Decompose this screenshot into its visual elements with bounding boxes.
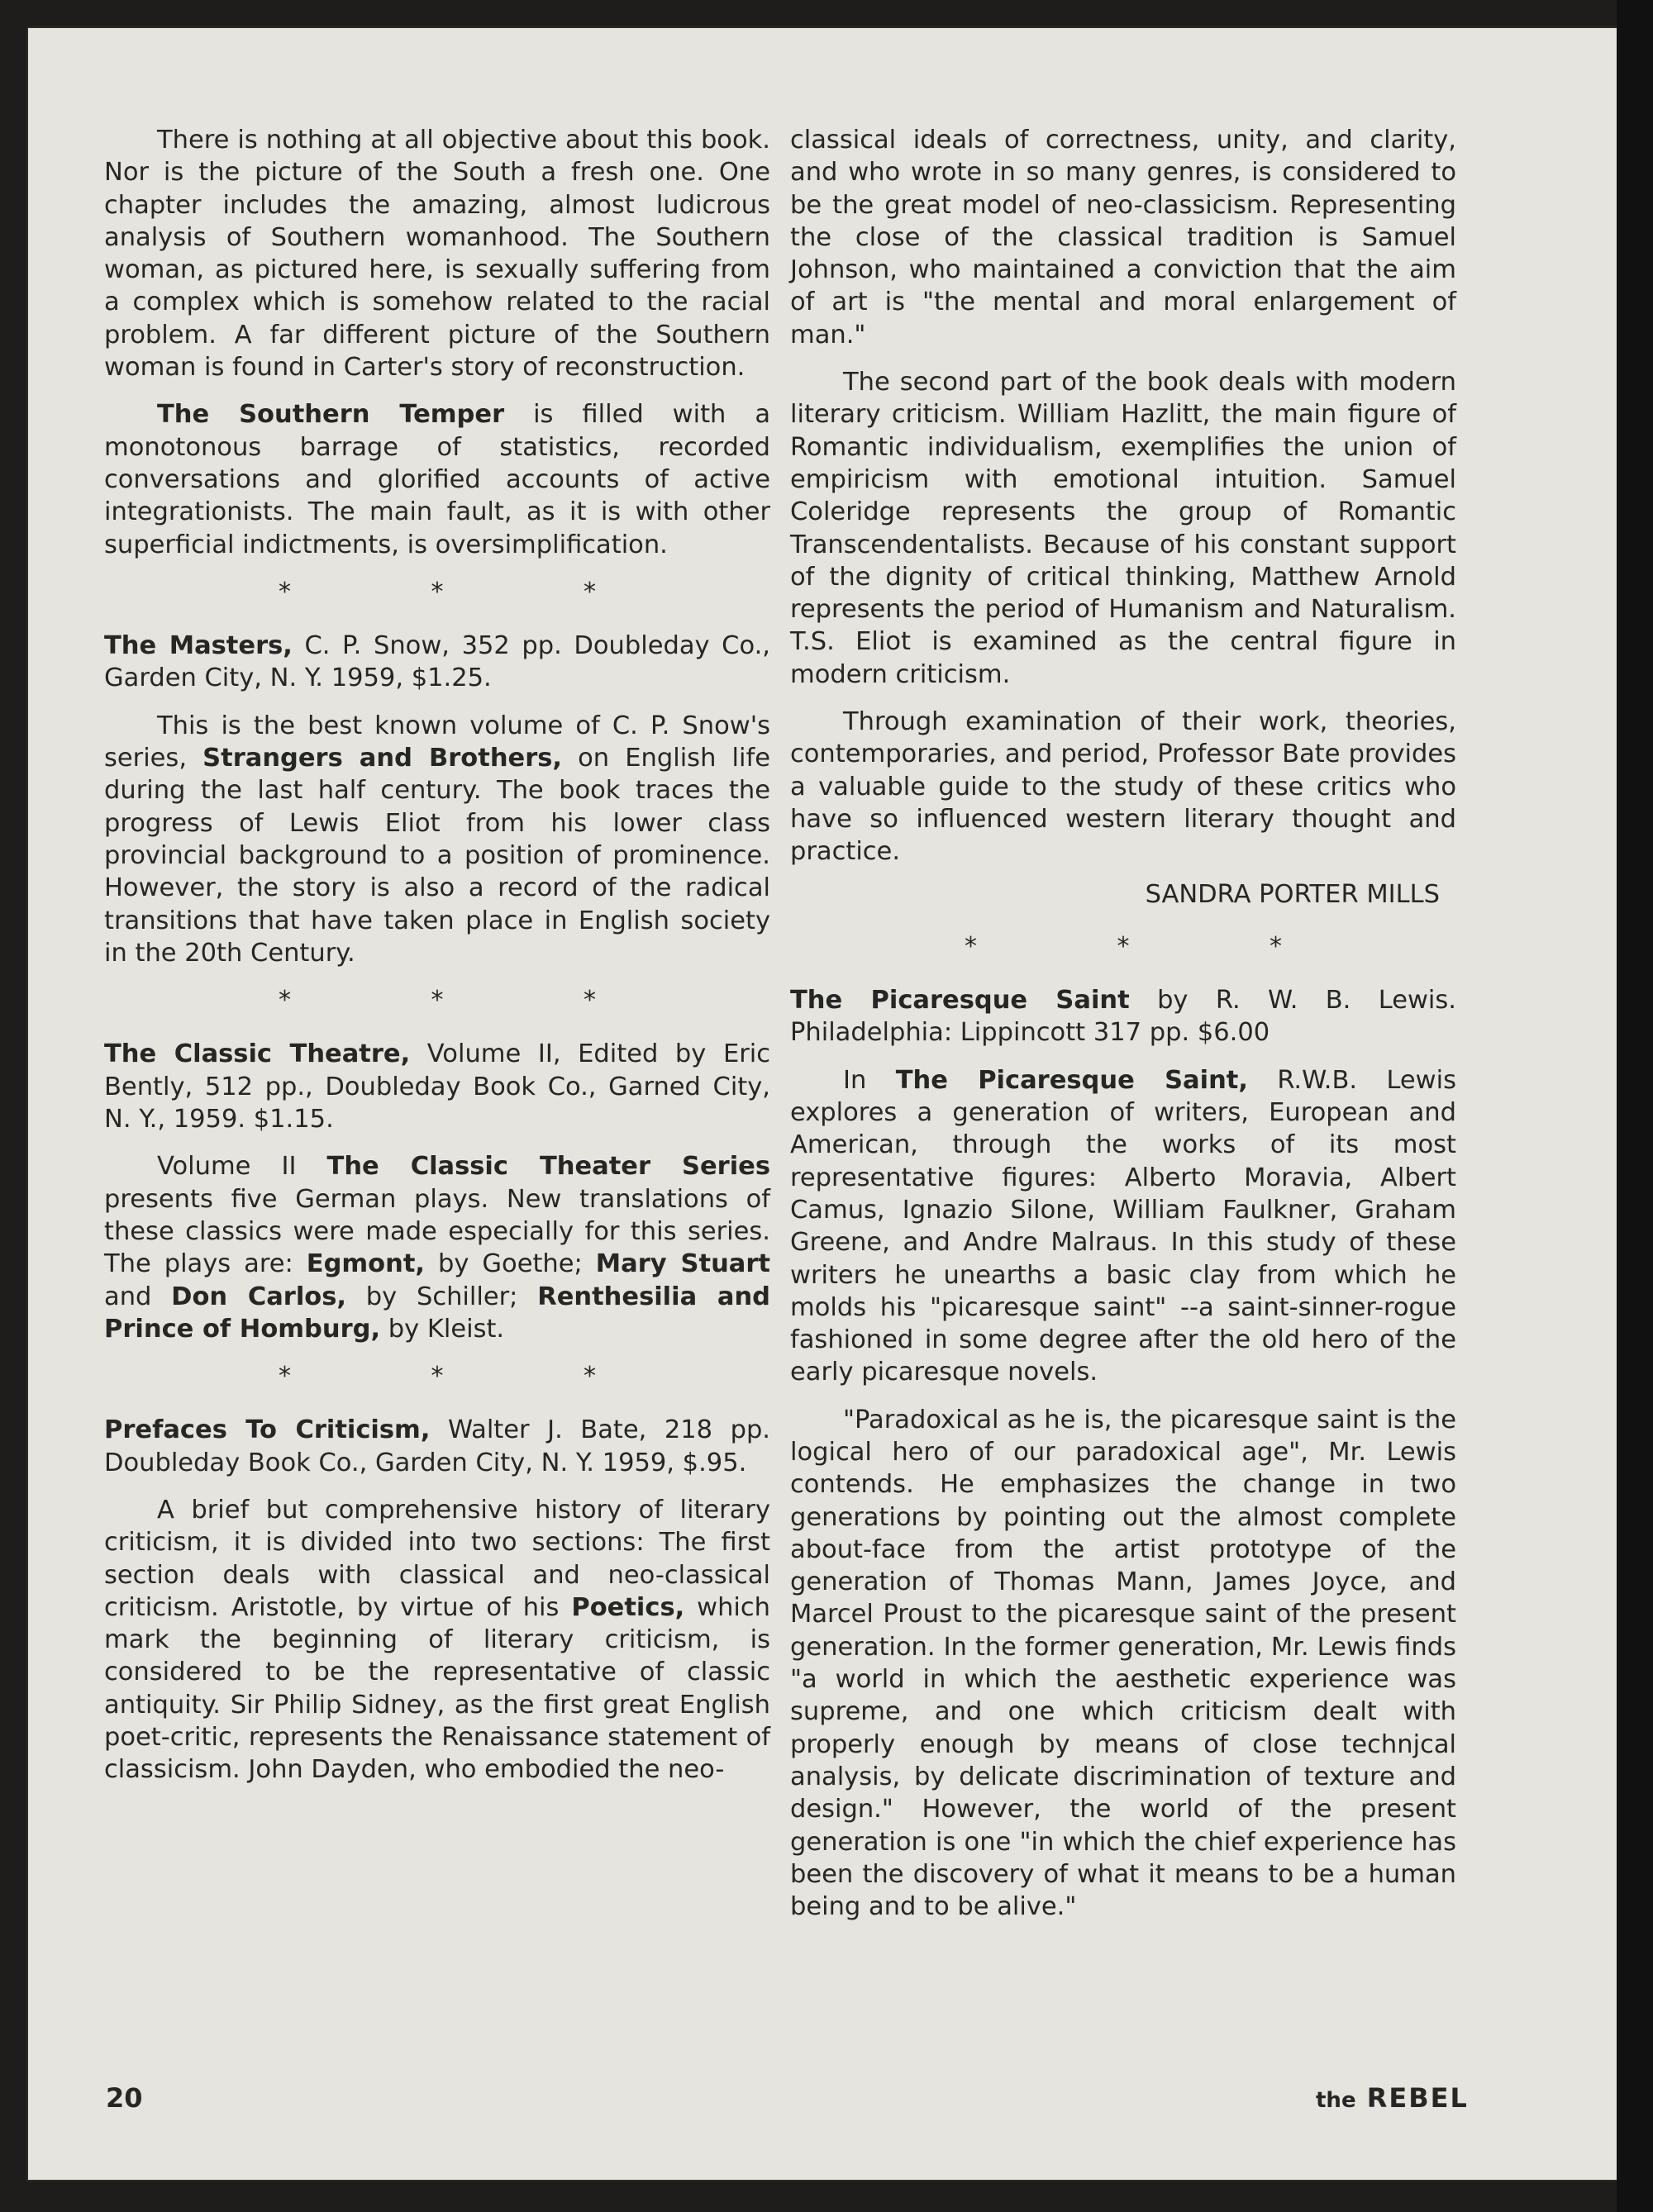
- book-title: The Masters,: [104, 631, 293, 661]
- book-citation: Prefaces To Criticism, Walter J. Bate, 218 pp. Doubleday Book Co., Garden City, N. Y. 1959, $.95.: [104, 1415, 771, 1477]
- play-title: Renthesilia and Prince of Homburg,: [104, 1282, 770, 1344]
- reviewer-signature: SANDRA PORTER MILLS: [1145, 879, 1440, 909]
- book-title: The Classic Theatre,: [104, 1039, 411, 1069]
- work-title: Poetics,: [571, 1592, 685, 1622]
- book-title: The Picaresque Saint: [790, 986, 1130, 1016]
- section-divider: * * *: [278, 577, 597, 607]
- magazine-masthead: the REBEL: [1316, 2082, 1469, 2114]
- page-number: 20: [106, 2082, 143, 2114]
- book-citation: The Masters, C. P. Snow, 352 pp. Doubleday Co., Garden City, N. Y. 1959, $1.25.: [104, 631, 770, 693]
- review-paragraph: The Southern Temper is filled with a monotonous barrage of statistics, recorded conversations and glorified accounts of active integrationists. The main fault, as it is with other superficial indictments, is oversimplification.: [104, 400, 771, 559]
- review-paragraph: Through examination of their work, theories, contemporaries, and period, Professor Bate provides a valuable guide to the study of these critics who have so influenced western literary thought and practice.: [790, 707, 1456, 867]
- book-title: Prefaces To Criticism,: [104, 1415, 431, 1445]
- review-paragraph: A brief but comprehensive history of literary criticism, it is divided into two sections: The first section deals with classical and neo-classical criticism. Aristotle, by virtue of his Poetics, which mark the beginning of literary criticism, is considered to be the representative of classic antiquity. Sir Philip Sidney, as the first great English poet-critic, represents the Renaissance statement of classicism. John Dayden, who embodied the neo-: [104, 1495, 770, 1785]
- review-paragraph: There is nothing at all objective about this book. Nor is the picture of the South a fresh one. One chapter includes the amazing, almost ludicrous analysis of Southern womanhood. The Southern woman, as pictured here, is sexually suffering from a complex which is somehow related to the racial problem. A far different picture of the Southern woman is found in Carter's story of reconstruction.: [104, 126, 770, 383]
- book-title: The Picaresque Saint,: [895, 1065, 1248, 1095]
- review-paragraph: In The Picaresque Saint, R.W.B. Lewis explores a generation of writers, European and American, through the works of its most representative figures: Alberto Moravia, Albert Camus, Ignazio Silone, William Faulkner, Graham Greene, and Andre Malraus. In this study of these writers he unearths a basic clay from which he molds his "picaresque saint" --a saint-sinner-rogue fashioned in some degree after the old hero of the early picaresque novels.: [790, 1065, 1456, 1387]
- play-title: Egmont,: [306, 1249, 426, 1279]
- series-title: The Classic Theater Series: [326, 1152, 770, 1182]
- left-column: [104, 124, 770, 1801]
- review-paragraph: "Paradoxical as he is, the picaresque saint is the logical hero of our paradoxical age", Mr. Lewis contends. He emphasizes the change in two generations by pointing out the almost complete about-face from the artist prototype of the generation of Thomas Mann, James Joyce, and Marcel Proust to the picaresque saint of the present generation. In the former generation, Mr. Lewis finds "a world in which the aesthetic experience was supreme, and one which criticism dealt with properly enough by means of close technjcal analysis, by delicate discrimination of texture and design." However, the world of the present generation is one "in which the chief experience has been the discovery of what it means to be a human being and to be alive.": [790, 1405, 1456, 1922]
- review-paragraph: Volume II The Classic Theater Series presents five German plays. New translations of these classics were made especially for this series. The plays are: Egmont, by Goethe; Mary Stuart and Don Carlos, by Schiller; Renthesilia and Prince of Homburg, by Kleist.: [104, 1152, 771, 1344]
- book-title: The Southern Temper: [157, 400, 505, 430]
- book-citation: The Picaresque Saint by R. W. B. Lewis. Philadelphia: Lippincott 317 pp. $6.00: [790, 986, 1456, 1048]
- right-column: [790, 124, 1456, 1938]
- series-title: Strangers and Brothers,: [202, 744, 563, 773]
- play-title: Don Carlos,: [171, 1282, 346, 1311]
- scan-edge: [1617, 0, 1653, 2212]
- section-divider: * * *: [278, 1362, 597, 1391]
- section-divider: * * *: [964, 931, 1283, 961]
- section-divider: * * *: [278, 986, 597, 1016]
- review-paragraph: This is the best known volume of C. P. Snow's series, Strangers and Brothers, on English life during the last half century. The book traces the progress of Lewis Eliot from his lower class provincial background to a position of prominence. However, the story is also a record of the radical transitions that have taken place in English society in the 20th Century.: [104, 711, 770, 968]
- book-citation: The Classic Theatre, Volume II, Edited by Eric Bently, 512 pp., Doubleday Book Co., Garned City, N. Y., 1959. $1.15.: [104, 1039, 770, 1135]
- review-paragraph: classical ideals of correctness, unity, and clarity, and who wrote in so many genres, is considered to be the great model of neo-classicism. Representing the close of the classical tradition is Samuel Johnson, who maintained a conviction that the aim of art is "the mental and moral enlargement of man.": [790, 126, 1456, 350]
- play-title: Mary Stuart: [595, 1249, 771, 1279]
- review-paragraph: The second part of the book deals with modern literary criticism. William Hazlitt, the main figure of Romantic individualism, exemplifies the union of empiricism with emotional intuition. Samuel Coleridge represents the group of Romantic Transcendentalists. Because of his constant support of the dignity of critical thinking, Matthew Arnold represents the period of Humanism and Naturalism. T.S. Eliot is examined as the central figure in modern criticism.: [790, 368, 1456, 689]
